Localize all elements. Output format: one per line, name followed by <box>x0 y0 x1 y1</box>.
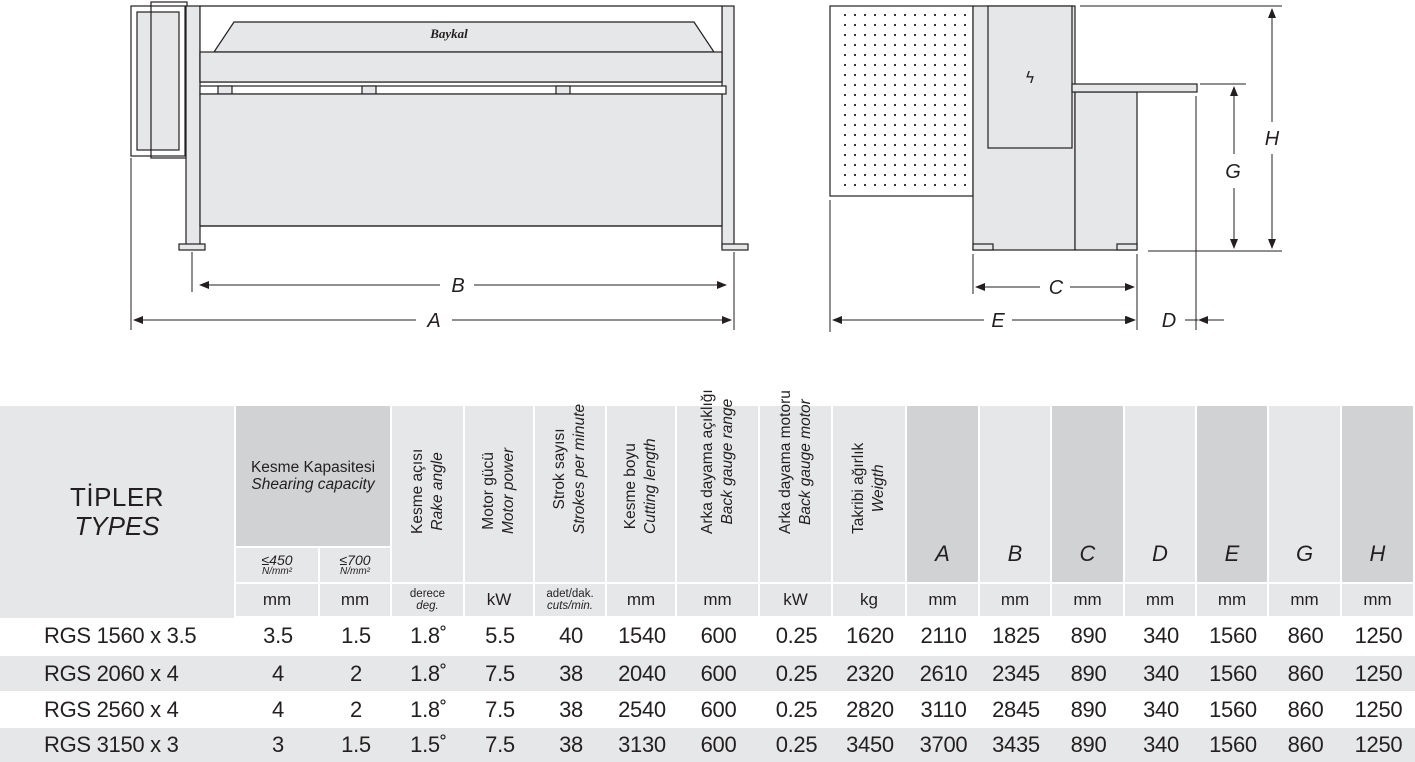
dimension-letter: G <box>1295 540 1314 566</box>
table-cell: 1560 <box>1209 623 1257 649</box>
table-cell: 40 <box>559 623 583 649</box>
table-cell: 890 <box>1070 623 1107 649</box>
table-cell: 1560 <box>1209 731 1257 757</box>
dimension-letter: A <box>935 540 950 566</box>
table-cell: 1.5˚ <box>410 731 447 757</box>
column-header-en: Rake angle <box>428 452 446 531</box>
unit-cell <box>1125 584 1195 616</box>
table-cell: 5.5 <box>485 623 515 649</box>
side-view-drawing <box>830 6 1197 250</box>
table-cell: 7.5 <box>485 696 515 722</box>
table-row <box>0 655 1415 692</box>
dimension-label-b: B <box>451 275 465 297</box>
table-cell: 860 <box>1287 623 1324 649</box>
table-row <box>0 691 1415 728</box>
table-cell: 2 <box>350 696 362 722</box>
table-cell: 3 <box>272 731 284 757</box>
column-header <box>677 389 758 582</box>
types-header <box>0 406 234 618</box>
table-cell: 890 <box>1070 696 1107 722</box>
column-header-tr: Kesme açısı <box>408 448 426 534</box>
dimension-column-header <box>1052 406 1123 582</box>
capacity-700-unit: N/mm² <box>339 565 370 577</box>
dimension-column-header <box>1197 406 1267 582</box>
dimension-column-header <box>1269 406 1340 582</box>
table-cell: 3110 <box>920 696 967 722</box>
unit-label: kW <box>486 589 512 609</box>
dimension-label-g: G <box>1225 161 1241 183</box>
column-header-text <box>550 404 590 534</box>
unit-label: kW <box>783 589 808 609</box>
unit-label: mm <box>340 589 370 609</box>
column-header-en: Back gauge motor <box>796 399 814 525</box>
table-cell: 2040 <box>618 660 666 686</box>
table-cell: 860 <box>1287 696 1324 722</box>
unit-cell <box>465 584 533 616</box>
unit-cell <box>677 584 758 616</box>
types-header-tr: TİPLER <box>69 482 165 513</box>
table-cell: 38 <box>559 660 583 686</box>
column-header-en: Motor power <box>500 447 517 534</box>
column-header-en: Cutting length <box>642 438 659 534</box>
dimension-letter: D <box>1152 540 1168 566</box>
column-header-text <box>698 389 738 534</box>
table-cell: 600 <box>700 731 737 757</box>
column-header-text <box>479 448 519 534</box>
column-header-tr: Takribi ağırlık <box>850 442 867 534</box>
table-cell: 860 <box>1287 731 1324 757</box>
shearing-capacity-header <box>236 406 390 546</box>
table-cell: 3450 <box>846 731 894 757</box>
column-header-tr: Strok sayısı <box>551 428 568 510</box>
table-cell: 600 <box>700 660 737 686</box>
column-header-tr: Arka dayama motoru <box>776 390 794 534</box>
brand-logo: Baykal <box>430 26 468 41</box>
capacity-450-value: ≤450 <box>261 551 293 568</box>
table-cell: 1250 <box>1354 696 1403 722</box>
unit-label: mm <box>1073 589 1102 609</box>
model-name-cell: RGS 3150 x 3 <box>44 731 179 757</box>
dimension-letter: B <box>1007 540 1023 566</box>
table-cell: 3.5 <box>263 623 293 649</box>
unit-label-tr: adet/dak. <box>546 588 594 600</box>
table-cell: 2 <box>350 660 362 686</box>
column-header <box>607 406 675 582</box>
unit-cell <box>980 584 1050 616</box>
column-header-text <box>849 443 889 534</box>
column-header-en: Back gauge range <box>718 398 736 525</box>
table-cell: 1250 <box>1354 660 1403 686</box>
column-header <box>392 406 463 582</box>
table-cell: 2110 <box>920 623 967 649</box>
unit-cell <box>392 584 463 616</box>
table-row <box>0 618 1415 655</box>
table-cell: 1.5 <box>341 623 371 649</box>
electrical-hazard-icon: ϟ <box>1024 68 1036 87</box>
capacity-700-value: ≤700 <box>339 551 371 568</box>
capacity-header-tr: Kesme Kapasitesi <box>250 458 376 476</box>
table-cell: 2845 <box>992 696 1040 722</box>
table-cell: 3130 <box>618 731 666 757</box>
specification-table <box>0 389 1415 761</box>
column-header <box>535 403 605 582</box>
unit-cell <box>907 584 978 616</box>
table-cell: 38 <box>559 696 583 722</box>
table-cell: 1560 <box>1209 696 1257 722</box>
capacity-450-unit: N/mm² <box>261 565 292 577</box>
capacity-header-en: Shearing capacity <box>251 476 375 493</box>
table-cell: 340 <box>1143 660 1179 686</box>
table-cell: 0.25 <box>775 623 818 649</box>
table-cell: 2820 <box>846 696 894 722</box>
dimension-label-e: E <box>991 310 1005 332</box>
column-header-text <box>408 449 448 534</box>
table-cell: 1825 <box>992 623 1040 649</box>
model-name-cell: RGS 2060 x 4 <box>44 660 179 686</box>
unit-cell <box>833 584 905 616</box>
unit-label: mm <box>1145 589 1175 609</box>
unit-cell <box>760 584 831 616</box>
unit-label: mm <box>703 589 732 609</box>
column-header-text <box>621 438 661 534</box>
table-cell: 3700 <box>919 731 968 757</box>
dimension-letter: C <box>1079 540 1096 566</box>
table-cell: 860 <box>1287 660 1324 686</box>
unit-cell <box>1052 584 1123 616</box>
table-cell: 340 <box>1143 623 1179 649</box>
unit-label-en: deg. <box>416 600 439 612</box>
column-header-en: Strokes per minute <box>571 403 588 534</box>
table-cell: 890 <box>1070 660 1107 686</box>
table-cell: 1560 <box>1209 660 1257 686</box>
unit-label: mm <box>1217 589 1247 609</box>
table-cell: 1250 <box>1354 623 1403 649</box>
table-cell: 38 <box>559 731 583 757</box>
table-cell: 340 <box>1143 696 1179 722</box>
unit-cell <box>236 584 318 616</box>
table-cell: 4 <box>272 660 284 686</box>
dimension-label-d: D <box>1161 310 1177 332</box>
table-cell: 7.5 <box>485 660 515 686</box>
table-cell: 1.8˚ <box>410 660 447 686</box>
dimension-label-a: A <box>427 310 441 332</box>
column-header-text <box>776 390 816 534</box>
dimension-label-c: C <box>1048 277 1064 299</box>
unit-label: mm <box>1290 589 1319 609</box>
unit-label: mm <box>262 589 292 609</box>
unit-cell <box>1342 584 1413 616</box>
column-header <box>465 406 533 582</box>
table-cell: 600 <box>700 696 737 722</box>
capacity-450-header <box>236 548 318 582</box>
table-cell: 1.8˚ <box>410 696 447 722</box>
table-cell: 4 <box>272 696 284 722</box>
table-cell: 340 <box>1143 731 1179 757</box>
dimension-letter: H <box>1369 540 1386 566</box>
table-cell: 3435 <box>992 731 1040 757</box>
column-header <box>833 406 905 582</box>
table-cell: 2610 <box>919 660 968 686</box>
table-cell: 2345 <box>992 660 1040 686</box>
dimension-letter: E <box>1224 540 1240 566</box>
column-header-en: Weigth <box>870 464 887 513</box>
table-cell: 1540 <box>618 623 666 649</box>
column-header-tr: Arka dayama açıklığı <box>698 389 716 534</box>
unit-label: mm <box>928 589 957 609</box>
table-cell: 600 <box>700 623 737 649</box>
table-cell: 0.25 <box>775 696 818 722</box>
dimension-column-header <box>1342 406 1413 582</box>
model-name-cell: RGS 2560 x 4 <box>44 696 179 722</box>
table-cell: 1250 <box>1354 731 1403 757</box>
unit-cell <box>1269 584 1340 616</box>
unit-cell <box>535 584 605 616</box>
capacity-700-header <box>320 548 390 582</box>
table-cell: 0.25 <box>775 660 818 686</box>
unit-label: mm <box>1363 589 1392 609</box>
unit-label-tr: derece <box>409 588 446 600</box>
table-cell: 1.5 <box>341 731 371 757</box>
table-cell: 890 <box>1070 731 1107 757</box>
dimension-column-header <box>1125 406 1195 582</box>
table-cell: 1620 <box>846 623 894 649</box>
column-header <box>760 390 831 582</box>
unit-label: kg <box>860 589 878 609</box>
unit-cell <box>320 584 390 616</box>
table-cell: 2320 <box>846 660 894 686</box>
types-header-en: TYPES <box>74 511 160 541</box>
table-cell: 1.8˚ <box>410 623 447 649</box>
model-name-cell: RGS 1560 x 3.5 <box>44 623 197 649</box>
table-cell: 7.5 <box>485 731 515 757</box>
unit-label: mm <box>1000 589 1030 609</box>
column-header-tr: Motor gücü <box>480 452 497 530</box>
table-cell: 0.25 <box>775 731 818 757</box>
table-cell: 2540 <box>618 696 666 722</box>
column-header-tr: Kesme boyu <box>622 443 639 530</box>
table-row <box>0 727 1415 762</box>
dimension-column-header <box>907 406 978 582</box>
dimension-label-h: H <box>1264 128 1280 150</box>
unit-label: mm <box>626 589 656 609</box>
unit-cell <box>607 584 675 616</box>
unit-cell <box>1197 584 1267 616</box>
dimension-column-header <box>980 406 1050 582</box>
unit-label-en: cuts/min. <box>546 600 593 612</box>
